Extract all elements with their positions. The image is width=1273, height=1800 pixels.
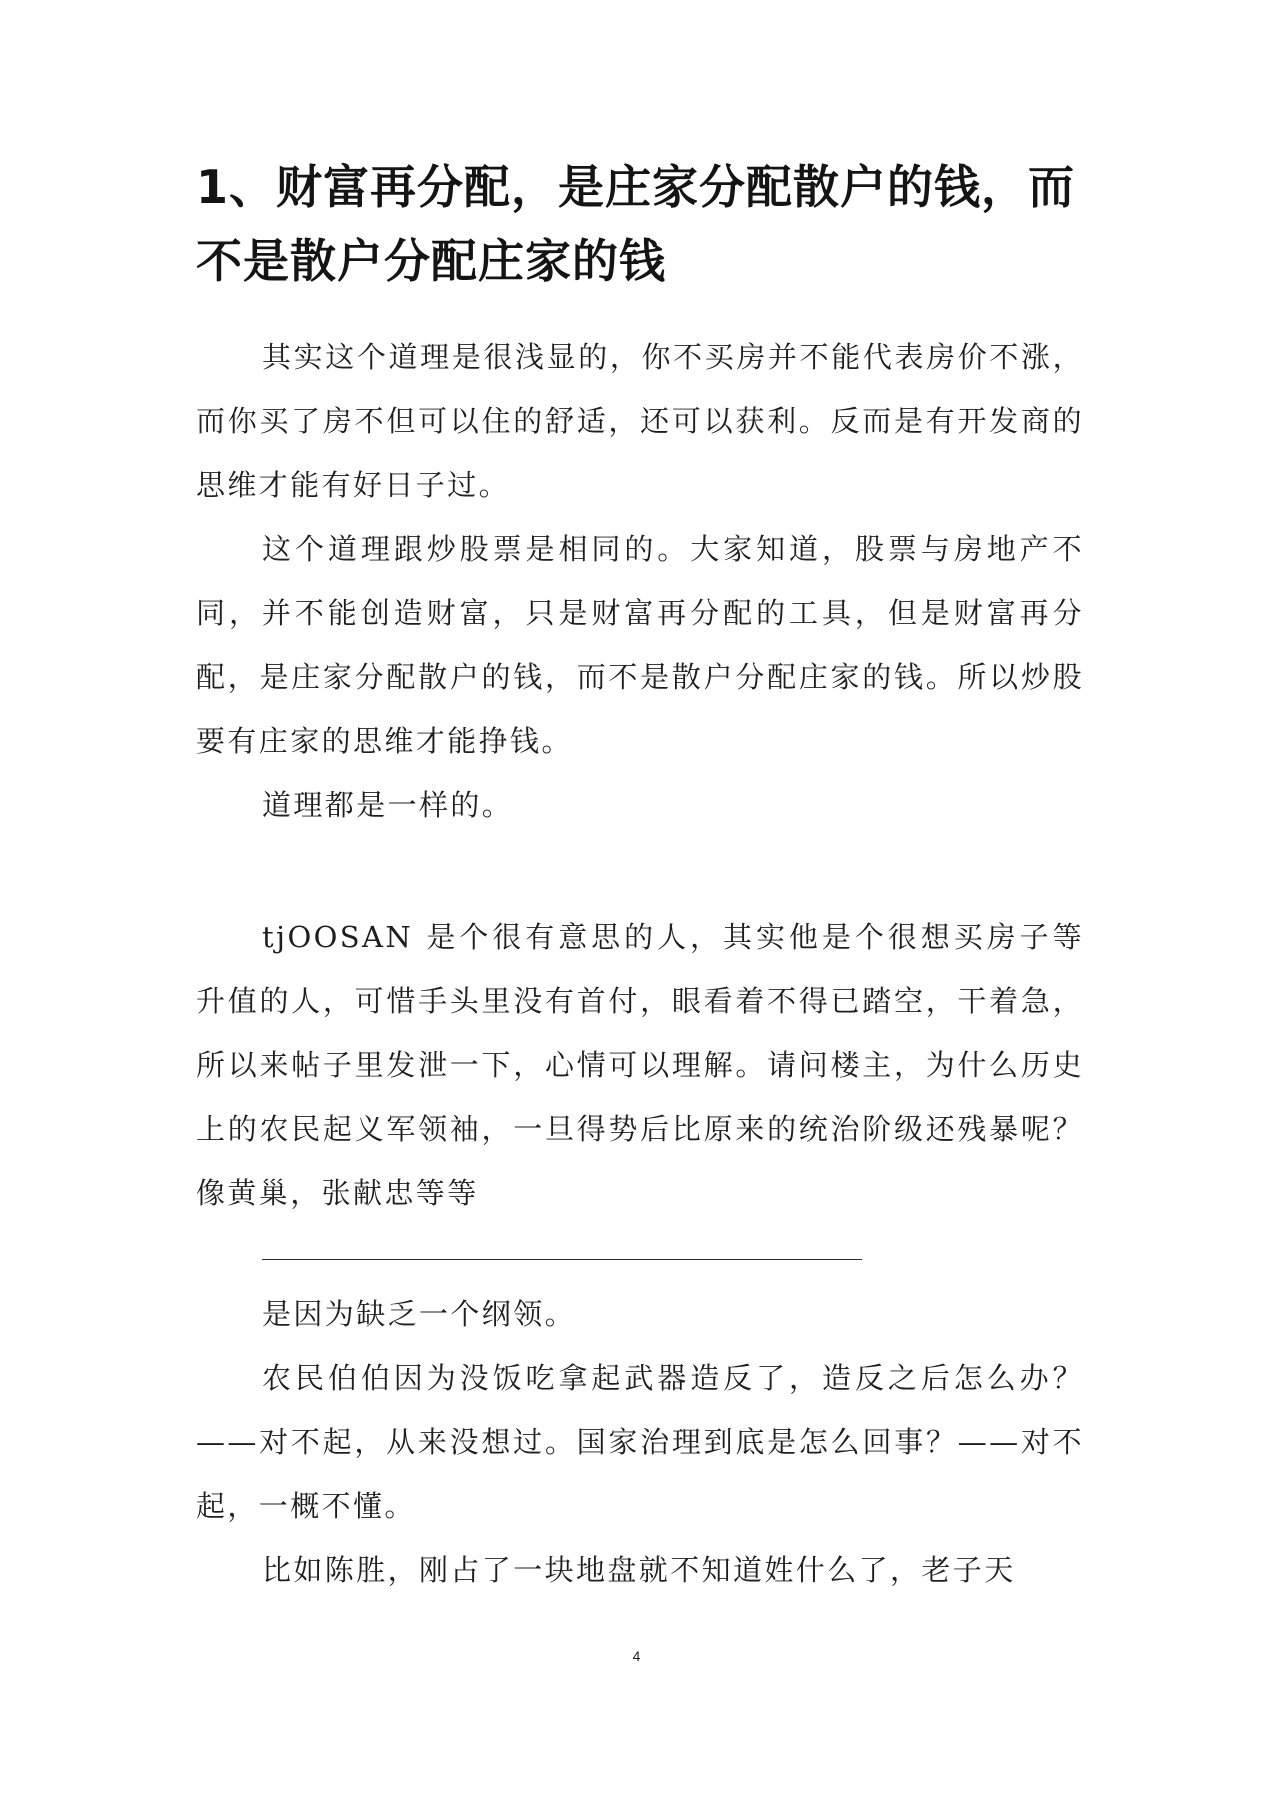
page-number: 4 — [632, 1648, 641, 1664]
paragraph: 比如陈胜，刚占了一块地盘就不知道姓什么了，老子天 — [262, 1553, 1016, 1587]
body-text — [196, 325, 1084, 1602]
paragraph: 是因为缺乏一个纲领。 — [262, 1297, 577, 1331]
paragraph: 道理都是一样的。 — [262, 788, 514, 822]
blank-line — [196, 837, 1084, 905]
section-heading: 1、财富再分配，是庄家分配散户的钱，而不是散户分配庄家的钱 — [196, 160, 1076, 288]
separator-line — [262, 1259, 862, 1260]
paragraph: 这个道理跟炒股票是相同的。大家知道，股票与房地产不同，并不能创造财富，只是财富再分配的工具，但是财富再分配，是庄家分配散户的钱，而不是散户分配庄家的钱。所以炒股要有庄家的思维才能挣钱。 — [196, 532, 1084, 758]
paragraph: 农民伯伯因为没饭吃拿起武器造反了，造反之后怎么办？——对不起，从来没想过。国家治理到底是怎么回事？——对不起，一概不懂。 — [196, 1361, 1084, 1523]
quoted-question: tjOOSAN 是个很有意思的人，其实他是个很想买房子等升值的人，可惜手头里没有首付，眼看着不得已踏空，干着急，所以来帖子里发泄一下，心情可以理解。请问楼主，为什么历史上的农民起义军领袖，一旦得势后比原来的统治阶级还残暴呢？像黄巢，张献忠等等 — [196, 920, 1084, 1210]
paragraph: 其实这个道理是很浅显的，你不买房并不能代表房价不涨，而你买了房不但可以住的舒适，还可以获利。反而是有开发商的思维才能有好日子过。 — [196, 340, 1084, 502]
